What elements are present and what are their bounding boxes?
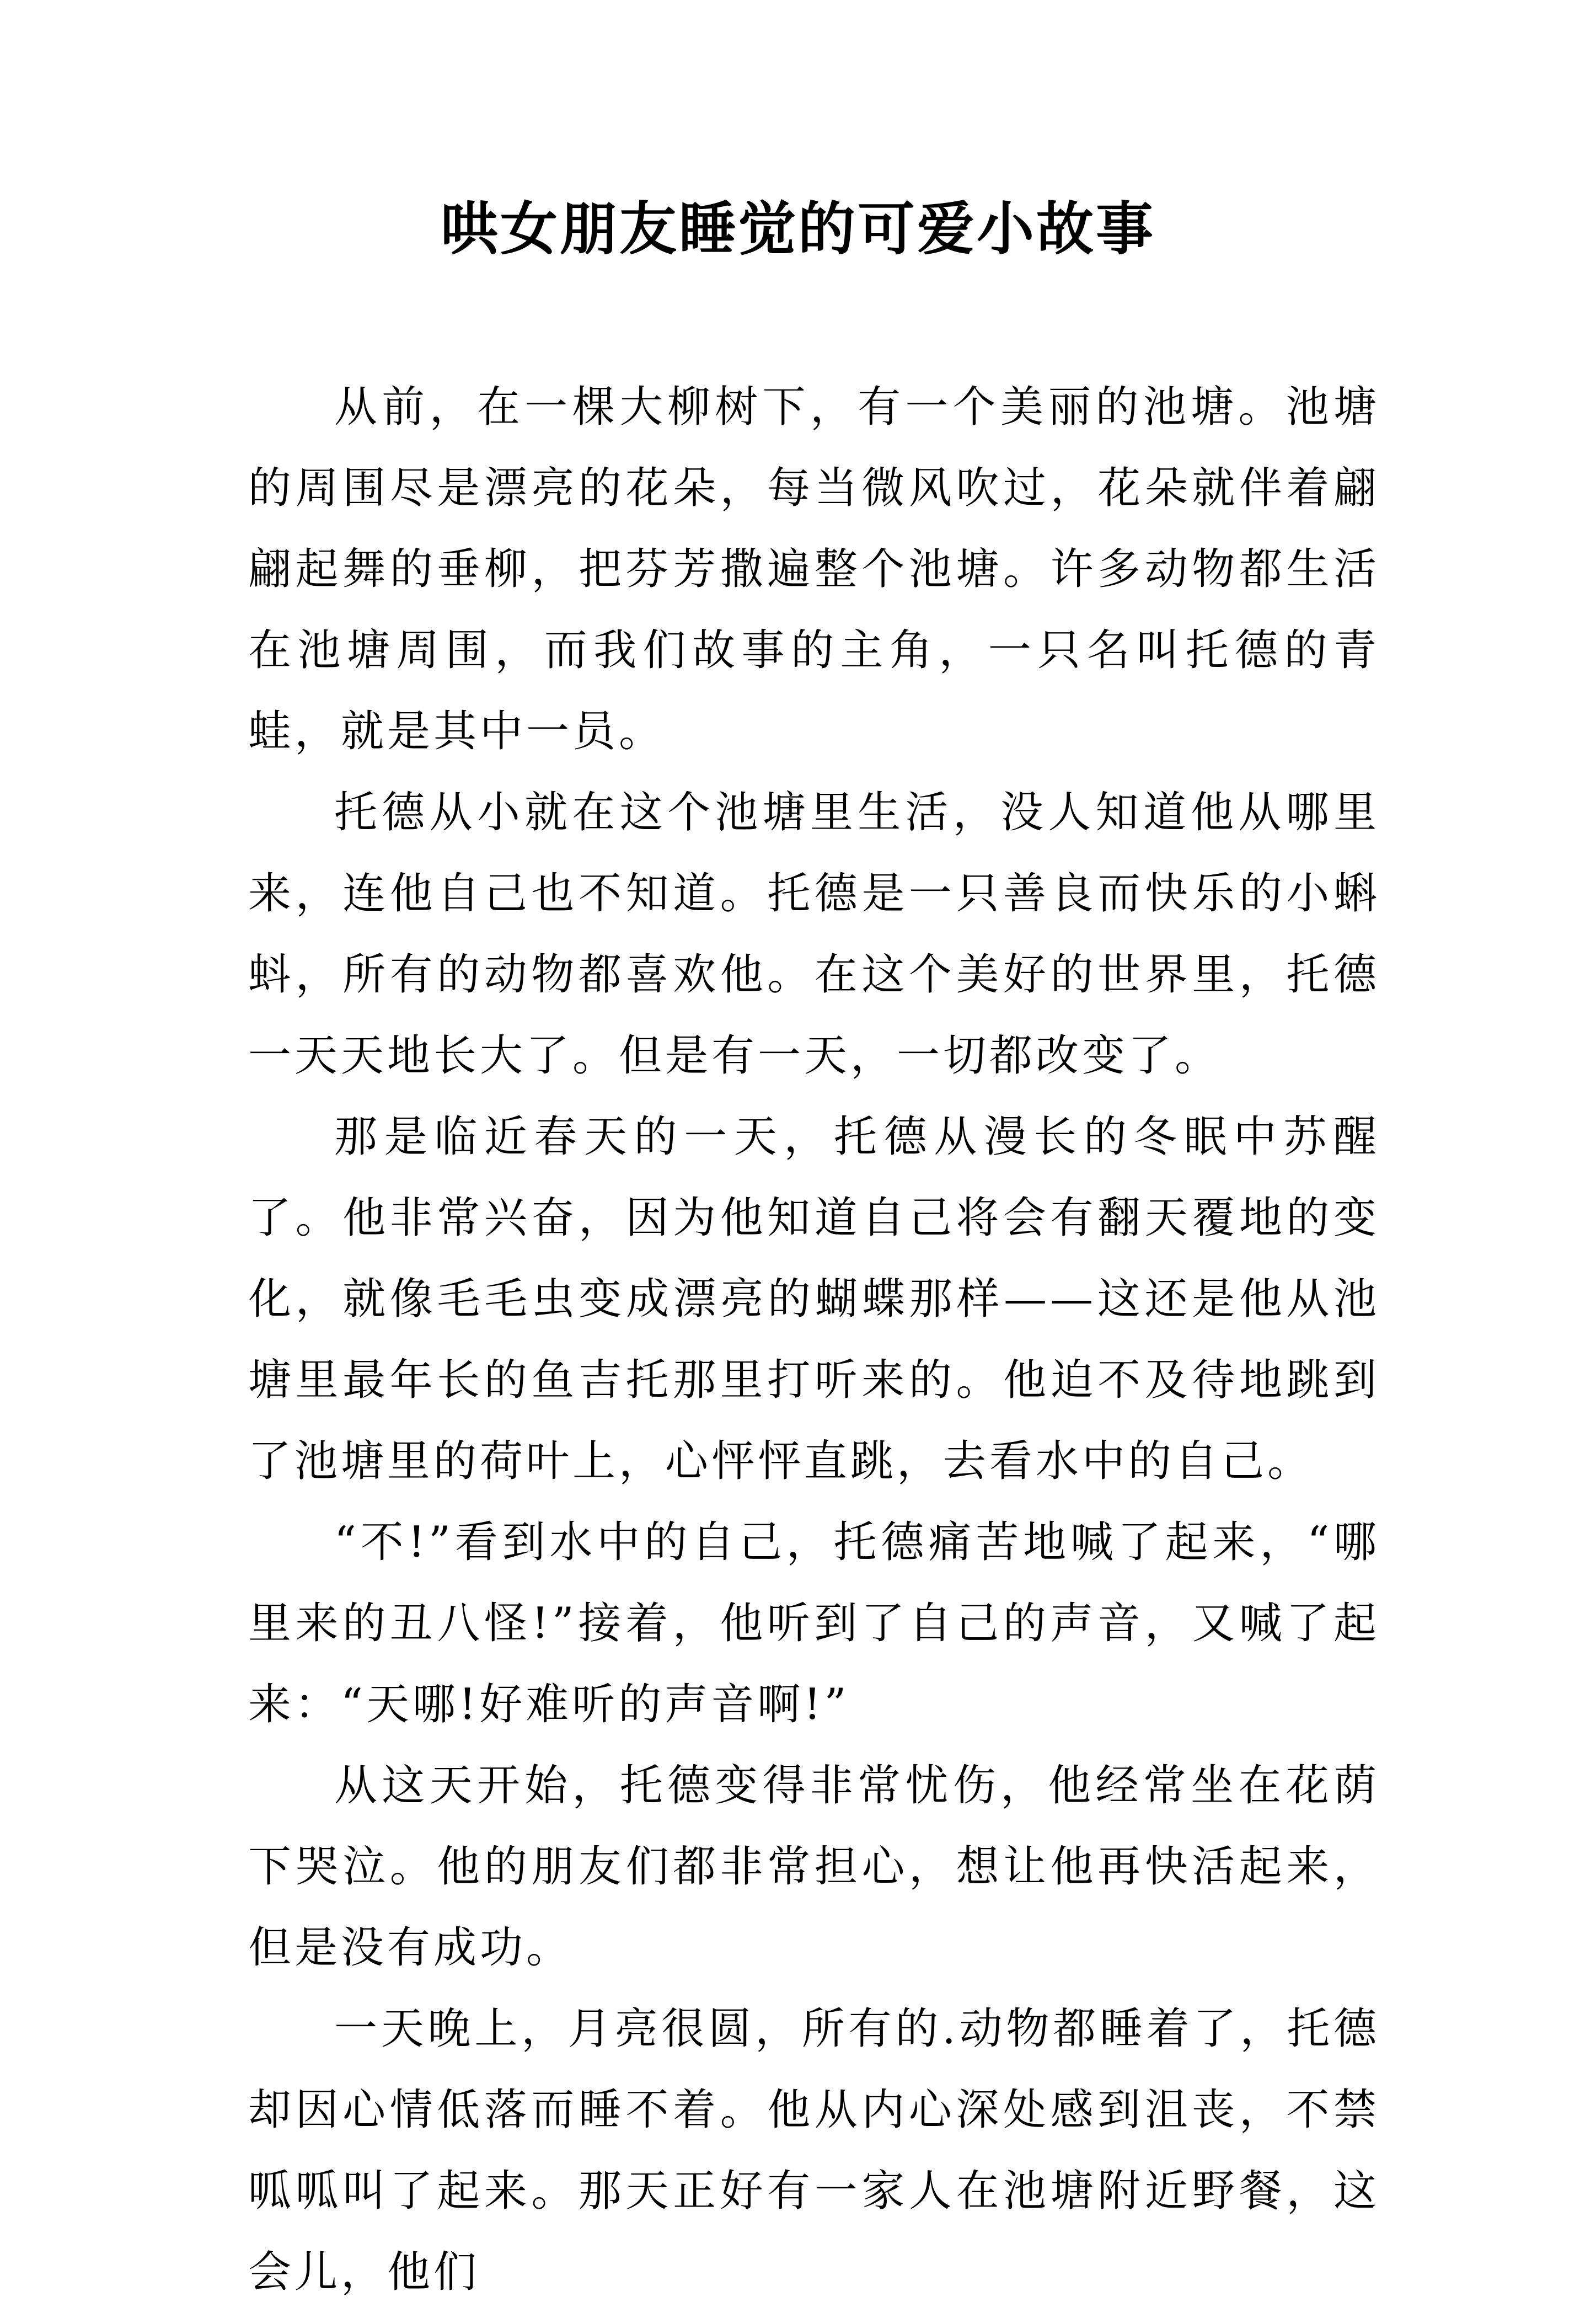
document-body: [248, 367, 1380, 2313]
paragraph: 从这天开始，托德变得非常忧伤，他经常坐在花荫下哭泣。他的朋友们都非常担心，想让他再快活起来，但是没有成功。: [248, 1761, 1380, 1973]
paragraph: “不!”看到水中的自己，托德痛苦地喊了起来，“哪里来的丑八怪!”接着，他听到了自己的声音，又喊了起来：“天哪!好难听的声音啊!”: [248, 1518, 1380, 1729]
paragraph: 托德从小就在这个池塘里生活，没人知道他从哪里来，连他自己也不知道。托德是一只善良而快乐的小蝌蚪，所有的动物都喜欢他。在这个美好的世界里，托德一天天地长大了。但是有一天，一切都改变了。: [248, 788, 1380, 1081]
paragraph: 那是临近春天的一天，托德从漫长的冬眠中苏醒了。他非常兴奋，因为他知道自己将会有翻天覆地的变化，就像毛毛虫变成漂亮的蝴蝶那样——这还是他从池塘里最年长的鱼吉托那里打听来的。他迫不及待地跳到了池塘里的荷叶上，心怦怦直跳，去看水中的自己。: [248, 1112, 1380, 1486]
paragraph: 从前，在一棵大柳树下，有一个美丽的池塘。池塘的周围尽是漂亮的花朵，每当微风吹过，花朵就伴着翩翩起舞的垂柳，把芬芳撒遍整个池塘。许多动物都生活在池塘周围，而我们故事的主角，一只名叫托德的青蛙，就是其中一员。: [248, 382, 1380, 756]
paragraph: 一天晚上，月亮很圆，所有的.动物都睡着了，托德却因心情低落而睡不着。他从内心深处感到沮丧，不禁呱呱叫了起来。那天正好有一家人在池塘附近野餐，这会儿，他们: [248, 2004, 1380, 2297]
document-title: 哄女朋友睡觉的可爱小故事: [440, 195, 1155, 263]
